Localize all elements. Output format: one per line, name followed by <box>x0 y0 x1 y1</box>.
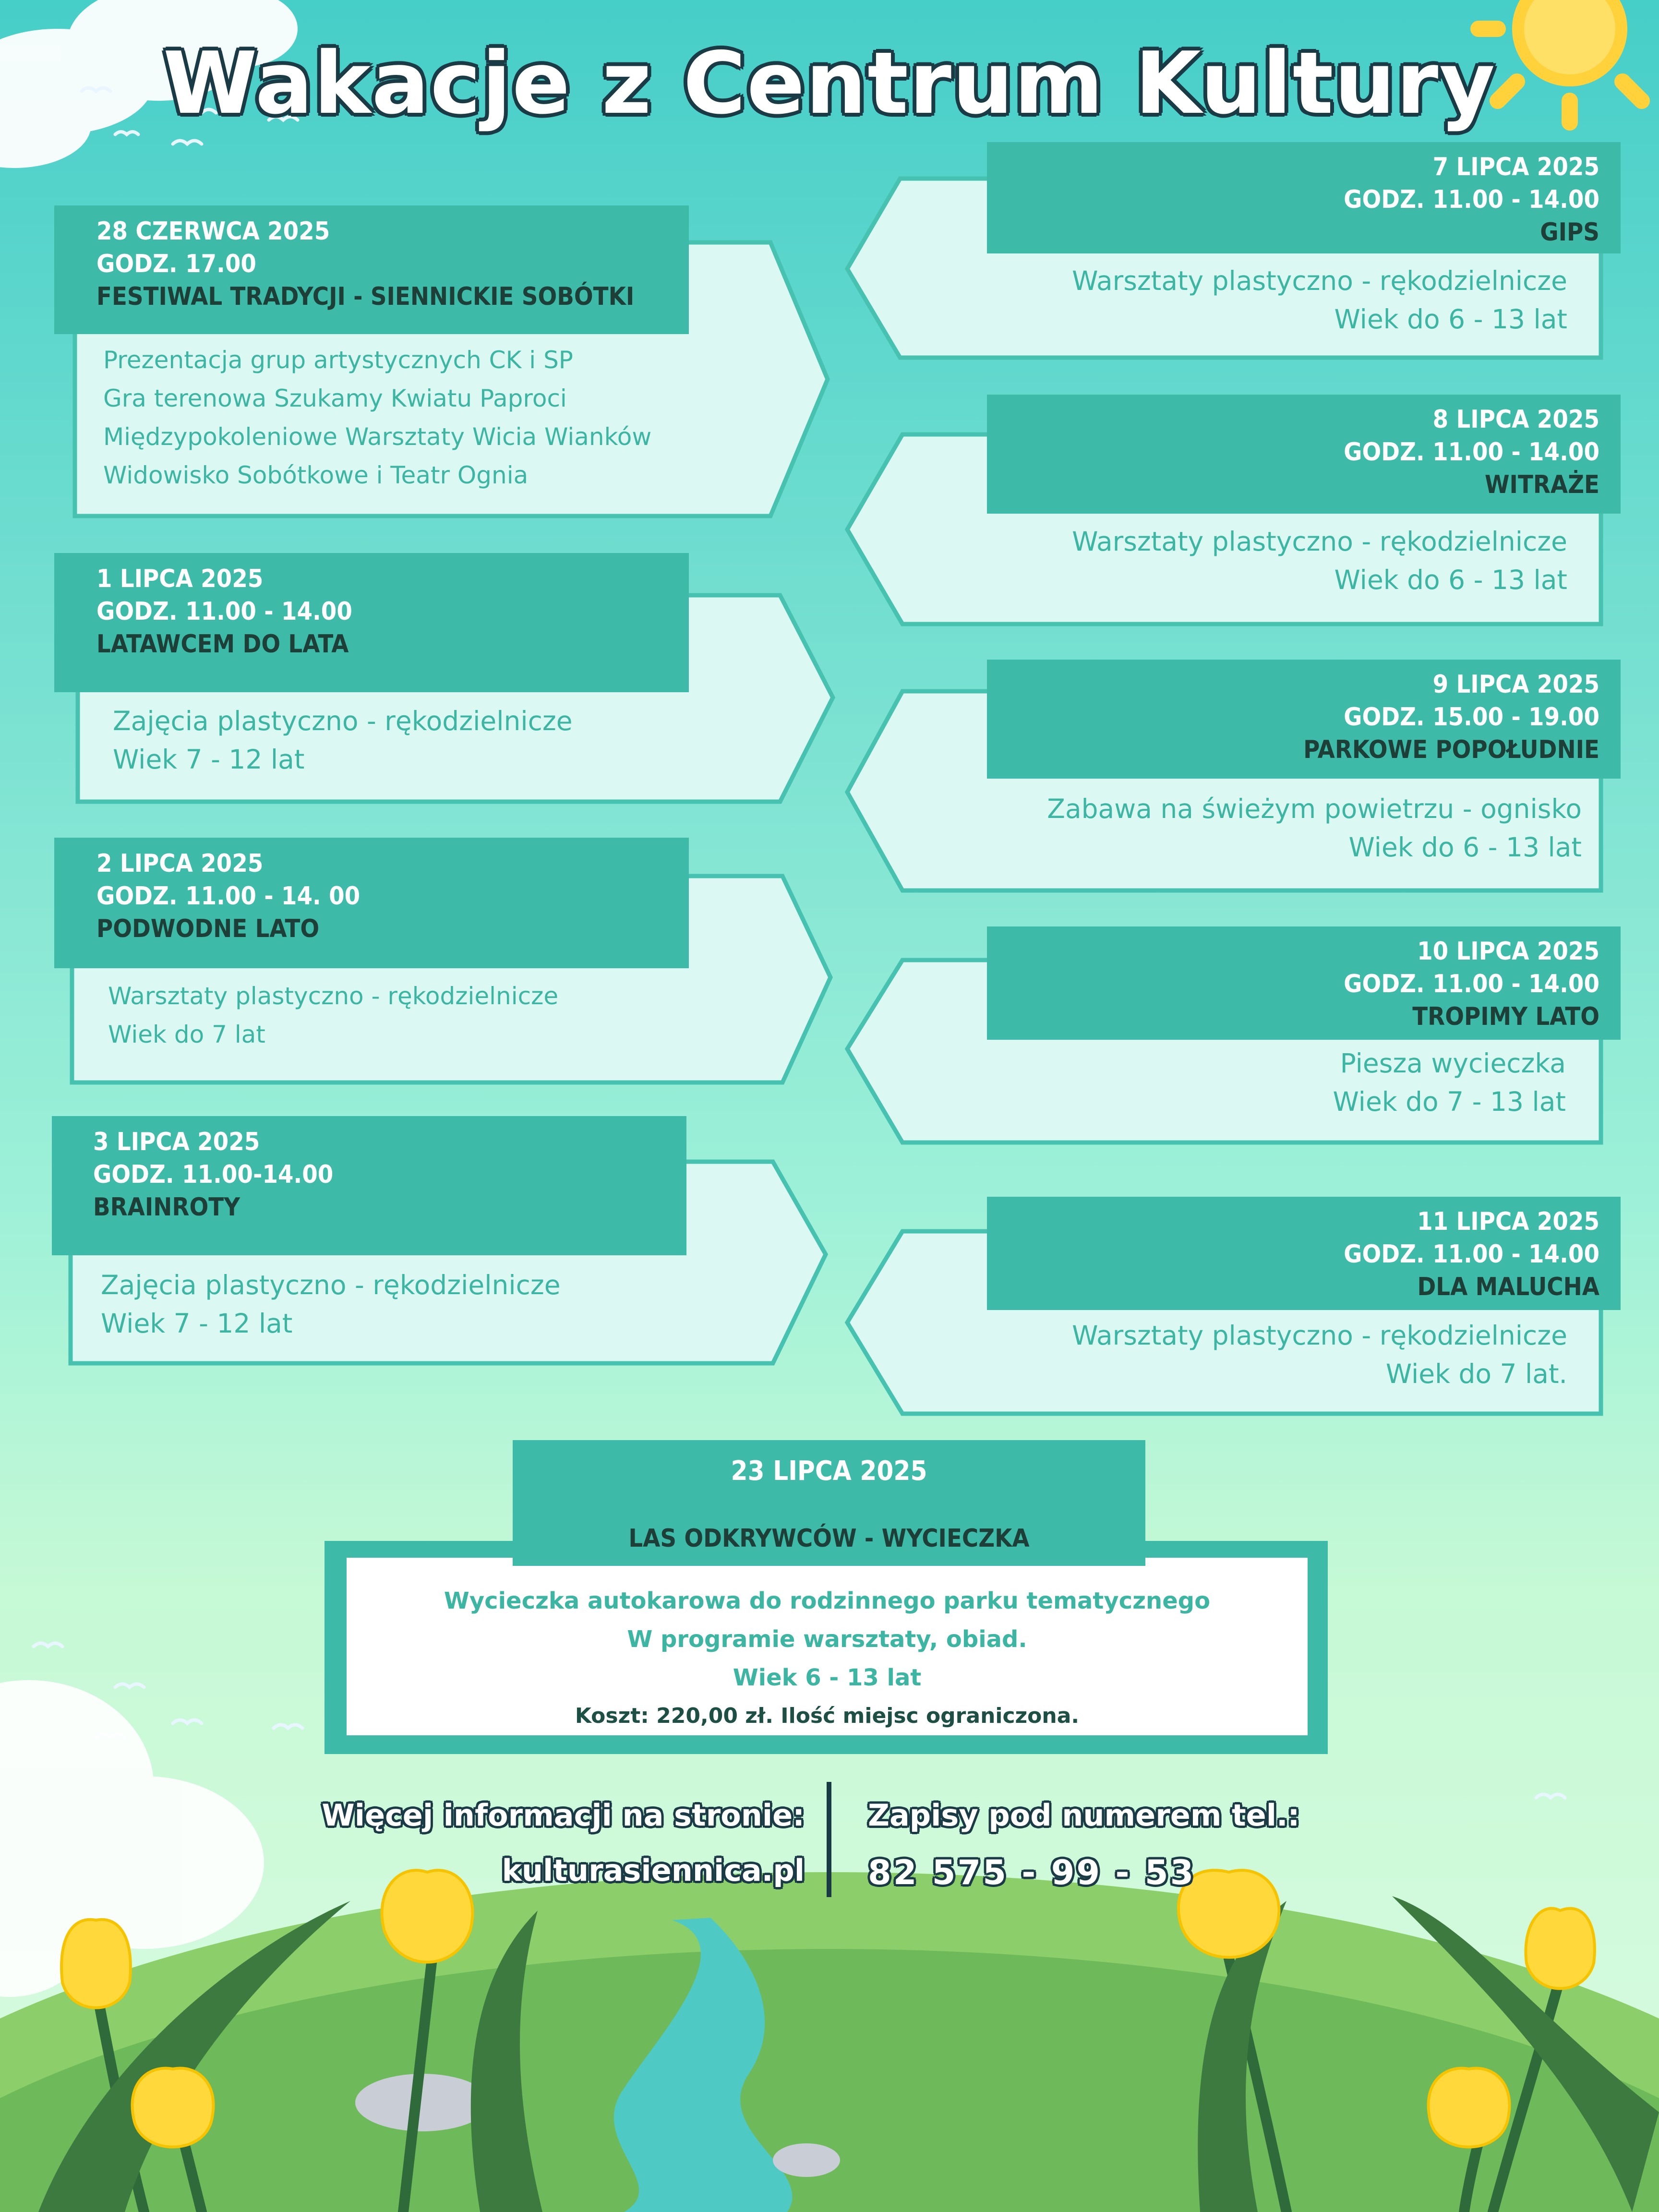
event-time: GODZ. 11.00 - 14.00 <box>1344 185 1599 214</box>
trip-details <box>347 1558 1308 1735</box>
event-date: 11 LIPCA 2025 <box>1417 1207 1599 1236</box>
event-time: GODZ. 11.00 - 14.00 <box>1344 438 1599 467</box>
event-line: Gra terenowa Szukamy Kwiatu Paproci <box>103 385 567 412</box>
event-date: 10 LIPCA 2025 <box>1417 937 1599 966</box>
trip-line: W programie warsztaty, obiad. <box>627 1626 1027 1653</box>
event-header-brainroty <box>52 1116 686 1255</box>
event-time: GODZ. 15.00 - 19.00 <box>1344 703 1599 732</box>
event-body-witraze <box>912 522 1567 599</box>
event-date: 9 LIPCA 2025 <box>1432 670 1599 699</box>
event-time: GODZ. 11.00 - 14.00 <box>1344 970 1599 998</box>
event-body-dla-malucha <box>912 1316 1567 1393</box>
event-line: Wiek 7 - 12 lat <box>101 1308 293 1339</box>
footer-divider <box>827 1782 831 1897</box>
trip-date: 23 LIPCA 2025 <box>731 1455 927 1487</box>
event-time: GODZ. 11.00 - 14.00 <box>96 597 352 626</box>
event-line: Warsztaty plastyczno - rękodzielnicze <box>108 982 559 1010</box>
event-name: PARKOWE POPOŁUDNIE <box>1303 735 1599 764</box>
event-header-witraze <box>987 395 1621 514</box>
event-line: Wiek do 6 - 13 lat <box>1334 565 1567 595</box>
event-header-latawcem <box>54 553 689 692</box>
event-date: 28 CZERWCA 2025 <box>96 217 330 246</box>
info-label: Więcej informacji na stronie: <box>322 1798 805 1833</box>
trip-header <box>513 1440 1145 1566</box>
event-body-podwodne <box>108 977 558 1054</box>
event-time: GODZ. 11.00 - 14.00 <box>1344 1240 1599 1269</box>
event-line: Wiek do 7 - 13 lat <box>1333 1086 1566 1117</box>
event-line: Wiek do 6 - 13 lat <box>1334 304 1567 335</box>
event-header-podwodne <box>54 838 689 968</box>
event-line: Piesza wycieczka <box>1340 1048 1566 1079</box>
event-line: Warsztaty plastyczno - rękodzielnicze <box>1072 1320 1567 1351</box>
page-title: Wakacje z Centrum Kultury <box>163 34 1496 133</box>
event-line: Widowisko Sobótkowe i Teatr Ognia <box>103 461 529 489</box>
website-link[interactable]: kulturasiennica.pl <box>502 1853 805 1888</box>
event-body-gips <box>912 262 1567 338</box>
event-line: Warsztaty plastyczno - rękodzielnicze <box>1072 265 1567 296</box>
trip-cost: Koszt: 220,00 zł. Ilość miejsc ograniczona. <box>575 1704 1080 1728</box>
event-name: GIPS <box>1540 218 1599 247</box>
event-body-brainroty <box>101 1266 561 1343</box>
event-name: LATAWCEM DO LATA <box>96 630 349 659</box>
trip-line: Wycieczka autokarowa do rodzinnego parku tematycznego <box>444 1587 1211 1614</box>
event-body-parkowe <box>912 790 1582 866</box>
event-line: Wiek 7 - 12 lat <box>113 744 305 775</box>
event-date: 1 LIPCA 2025 <box>96 565 264 593</box>
event-name: FESTIWAL TRADYCJI - SIENNICKIE SOBÓTKI <box>96 282 635 311</box>
event-line: Warsztaty plastyczno - rękodzielnicze <box>1072 526 1567 557</box>
event-line: Wiek do 7 lat <box>108 1021 265 1048</box>
event-date: 7 LIPCA 2025 <box>1432 153 1599 181</box>
event-name: TROPIMY LATO <box>1412 1002 1599 1031</box>
event-line: Wiek do 7 lat. <box>1385 1358 1567 1389</box>
event-time: GODZ. 11.00-14.00 <box>93 1160 334 1189</box>
trip-name: LAS ODKRYWCÓW - WYCIECZKA <box>628 1524 1030 1553</box>
event-name: BRAINROTY <box>93 1193 240 1222</box>
event-header-tropimy <box>987 926 1621 1040</box>
event-line: Międzypokoleniowe Warsztaty Wicia Wianków <box>103 423 652 451</box>
event-line: Zajęcia plastyczno - rękodzielnicze <box>113 706 573 736</box>
event-line: Zajęcia plastyczno - rękodzielnicze <box>101 1270 561 1300</box>
event-date: 8 LIPCA 2025 <box>1432 405 1599 434</box>
event-header-gips <box>987 142 1621 253</box>
signup-label: Zapisy pod numerem tel.: <box>868 1798 1300 1833</box>
event-body-tropimy <box>912 1044 1566 1121</box>
event-line: Zabawa na świeżym powietrzu - ognisko <box>1047 793 1582 824</box>
event-header-parkowe <box>987 660 1621 779</box>
event-name: PODWODNE LATO <box>96 914 320 943</box>
phone-number[interactable]: 82 575 - 99 - 53 <box>868 1853 1196 1892</box>
event-name: WITRAŻE <box>1484 470 1599 499</box>
event-body-festiwal <box>103 341 651 494</box>
event-header-dla-malucha <box>987 1197 1621 1310</box>
trip-line: Wiek 6 - 13 lat <box>733 1664 922 1691</box>
event-time: GODZ. 11.00 - 14. 00 <box>96 882 361 911</box>
event-time: GODZ. 17.00 <box>96 250 256 278</box>
event-date: 2 LIPCA 2025 <box>96 849 264 878</box>
event-date: 3 LIPCA 2025 <box>93 1128 260 1156</box>
event-body-latawcem <box>113 702 573 779</box>
event-header-festiwal <box>54 205 689 334</box>
event-line: Wiek do 6 - 13 lat <box>1348 832 1582 863</box>
event-name: DLA MALUCHA <box>1417 1273 1599 1301</box>
event-line: Prezentacja grup artystycznych CK i SP <box>103 346 573 374</box>
